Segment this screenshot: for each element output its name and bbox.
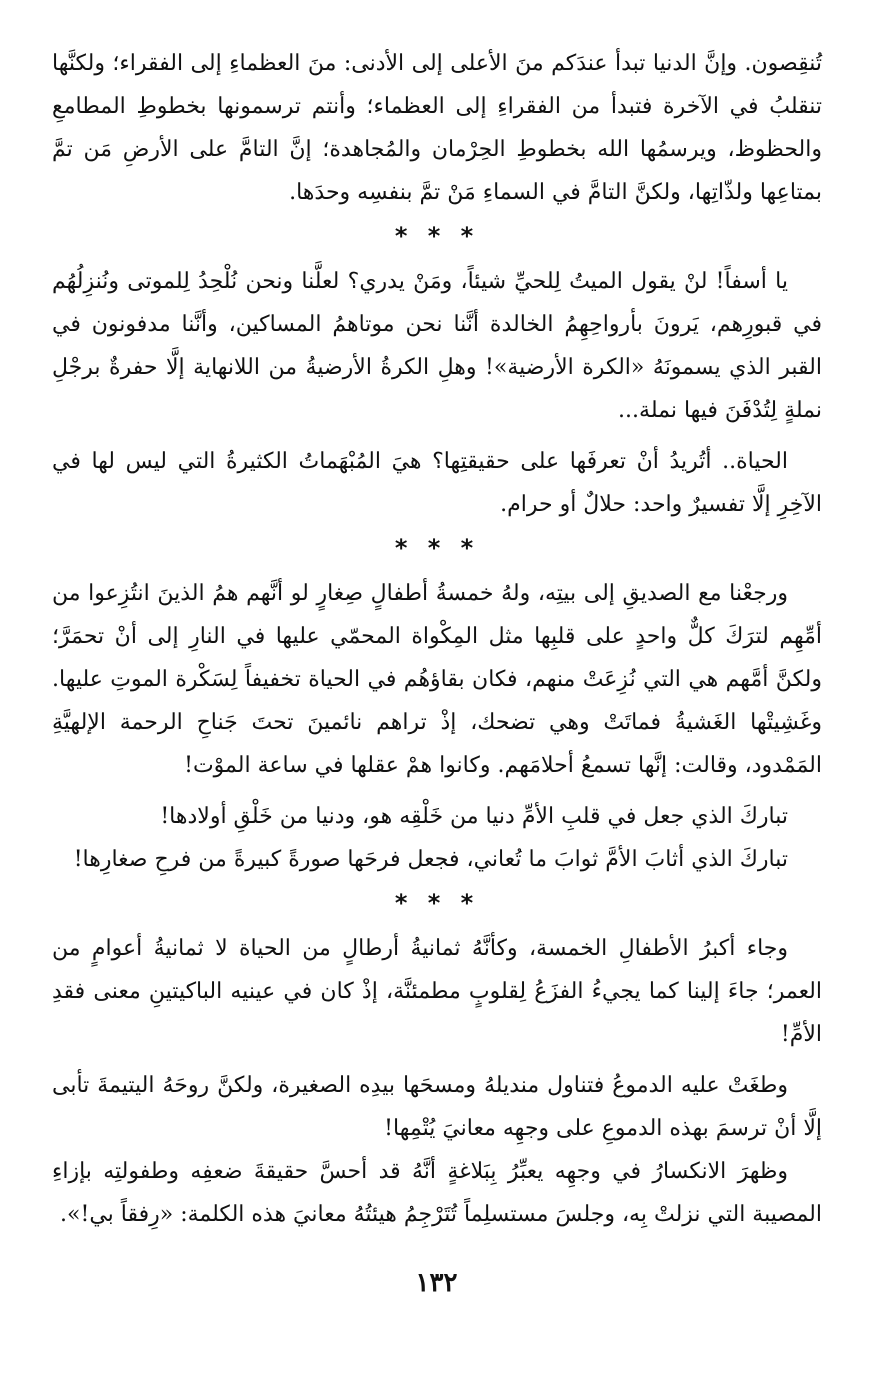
page-number: ١٣٢ bbox=[415, 1268, 458, 1298]
paragraph-gap bbox=[52, 787, 822, 795]
paragraph-2: يا أسفاً! لنْ يقول الميتُ لِلحيِّ شيئاً، ومَنْ يدري؟ لعلَّنا ونحن نُلْحِدُ لِلموتى ونُنزِلُهُم في قبورِهم، يَرونَ بأرواحِهِمُ الخالدة أنَّنا نحن موتاهمُ المساكين، وأنَّنا مدفونون في القبر الذي يسمونَهُ «الكرة الأرضية»! وهلِ الكرةُ الأرضيةُ من اللانهاية إلَّا حفرةٌ برجْلِ نملةٍ لِتُدْفَنَ فيها نملة... bbox=[52, 269, 822, 423]
paragraph-9: وظهرَ الانكسارُ في وجهِه يعبِّرُ بِبَلاغةٍ أنَّهُ قد أحسَّ حقيقةَ ضعفِه وطفولتِه بإزاءِ المصيبة التي نزلتْ بِه، وجلسَ مستسلِماً تُتَرْجِمُ هيئتُهُ معانيَ هذه الكلمة: «رِفقاً بي!». bbox=[52, 1159, 822, 1227]
paragraph-gap bbox=[52, 432, 822, 440]
paragraph-1: تُنقِصون. وإنَّ الدنيا تبدأ عندَكم منَ الأعلى إلى الأدنى: منَ العظماءِ إلى الفقراء؛ ولكنَّها تنقلبُ في الآخرة فتبدأ من الفقراءِ إلى العظماء؛ وأنتم ترسمونها بخطوطِ المطامعِ والحظوظ، ويرسمُها الله بخطوطِ الحِرْمان والمُجاهدة؛ إنَّ التامَّ على الأرضِ مَن تمَّ بمتاعِها ولذّاتِها، ولكنَّ التامَّ في السماءِ مَنْ تمَّ بنفسِه وحدَها. bbox=[52, 51, 822, 205]
paragraph-3: الحياة.. أتُريدُ أنْ تعرفَها على حقيقتِها؟ هيَ المُبْهَماتُ الكثيرةُ التي ليس لها في الآخِرِ إلَّا تفسيرٌ واحد: حلالٌ أو حرام. bbox=[52, 449, 822, 517]
page-body bbox=[52, 42, 822, 1236]
paragraph-6: تباركَ الذي أثابَ الأمَّ ثوابَ ما تُعاني، فجعل فرحَها صورةً كبيرةً من فرحِ صغارِها! bbox=[73, 847, 788, 872]
section-separator-1: * * * bbox=[394, 222, 480, 250]
section-separator-2: * * * bbox=[394, 534, 480, 562]
paragraph-gap bbox=[52, 1056, 822, 1064]
paragraph-5: تباركَ الذي جعل في قلبِ الأمِّ دنيا من خَلْقِه هو، ودنيا من خَلْقِ أولادها! bbox=[160, 804, 788, 829]
paragraph-4: ورجعْنا مع الصديقِ إلى بيتِه، ولهُ خمسةُ أطفالٍ صِغارٍ لو أنَّهم همُ الذينَ انتُزِعوا من أمِّهِم لترَكَ كلٌّ واحدٍ على قلبِها مثل المِكْواة المحمّي عليها في النارِ إلى أنْ تحمَرَّ؛ ولكنَّ أمَّهم هي التي نُزِعَتْ منهم، فكان بقاؤهُم في الحياة تخفيفاً لِسَكْرة الموتِ عليها. وغَشِيتْها الغَشيةُ فماتَتْ وهي تضحك، إذْ تراهم نائمينَ تحتَ جَناحِ الرحمة الإلهيَّةِ المَمْدود، وقالت: إنَّها تسمعُ أحلامَهم. وكانوا همْ عقلها في ساعة الموْت! bbox=[52, 581, 822, 778]
section-separator-3: * * * bbox=[394, 889, 480, 917]
paragraph-8: وطغَتْ عليه الدموعُ فتناول منديلهُ ومسحَها بيدِه الصغيرة، ولكنَّ روحَهُ اليتيمةَ تأبى إلَّا أنْ ترسمَ بهذه الدموعِ على وجهِه معانيَ يُتْمِها! bbox=[52, 1073, 822, 1141]
paragraph-7: وجاء أكبرُ الأطفالِ الخمسة، وكأنَّهُ ثمانيةُ أرطالٍ من الحياة لا ثمانيةُ أعوامٍ من العمر؛ جاءَ إلينا كما يجيءُ الفزَعُ لِقلوبٍ مطمئنَّة، إذْ كان في عينيه الباكيتينِ معنى فقدِ الأمِّ! bbox=[52, 936, 822, 1047]
